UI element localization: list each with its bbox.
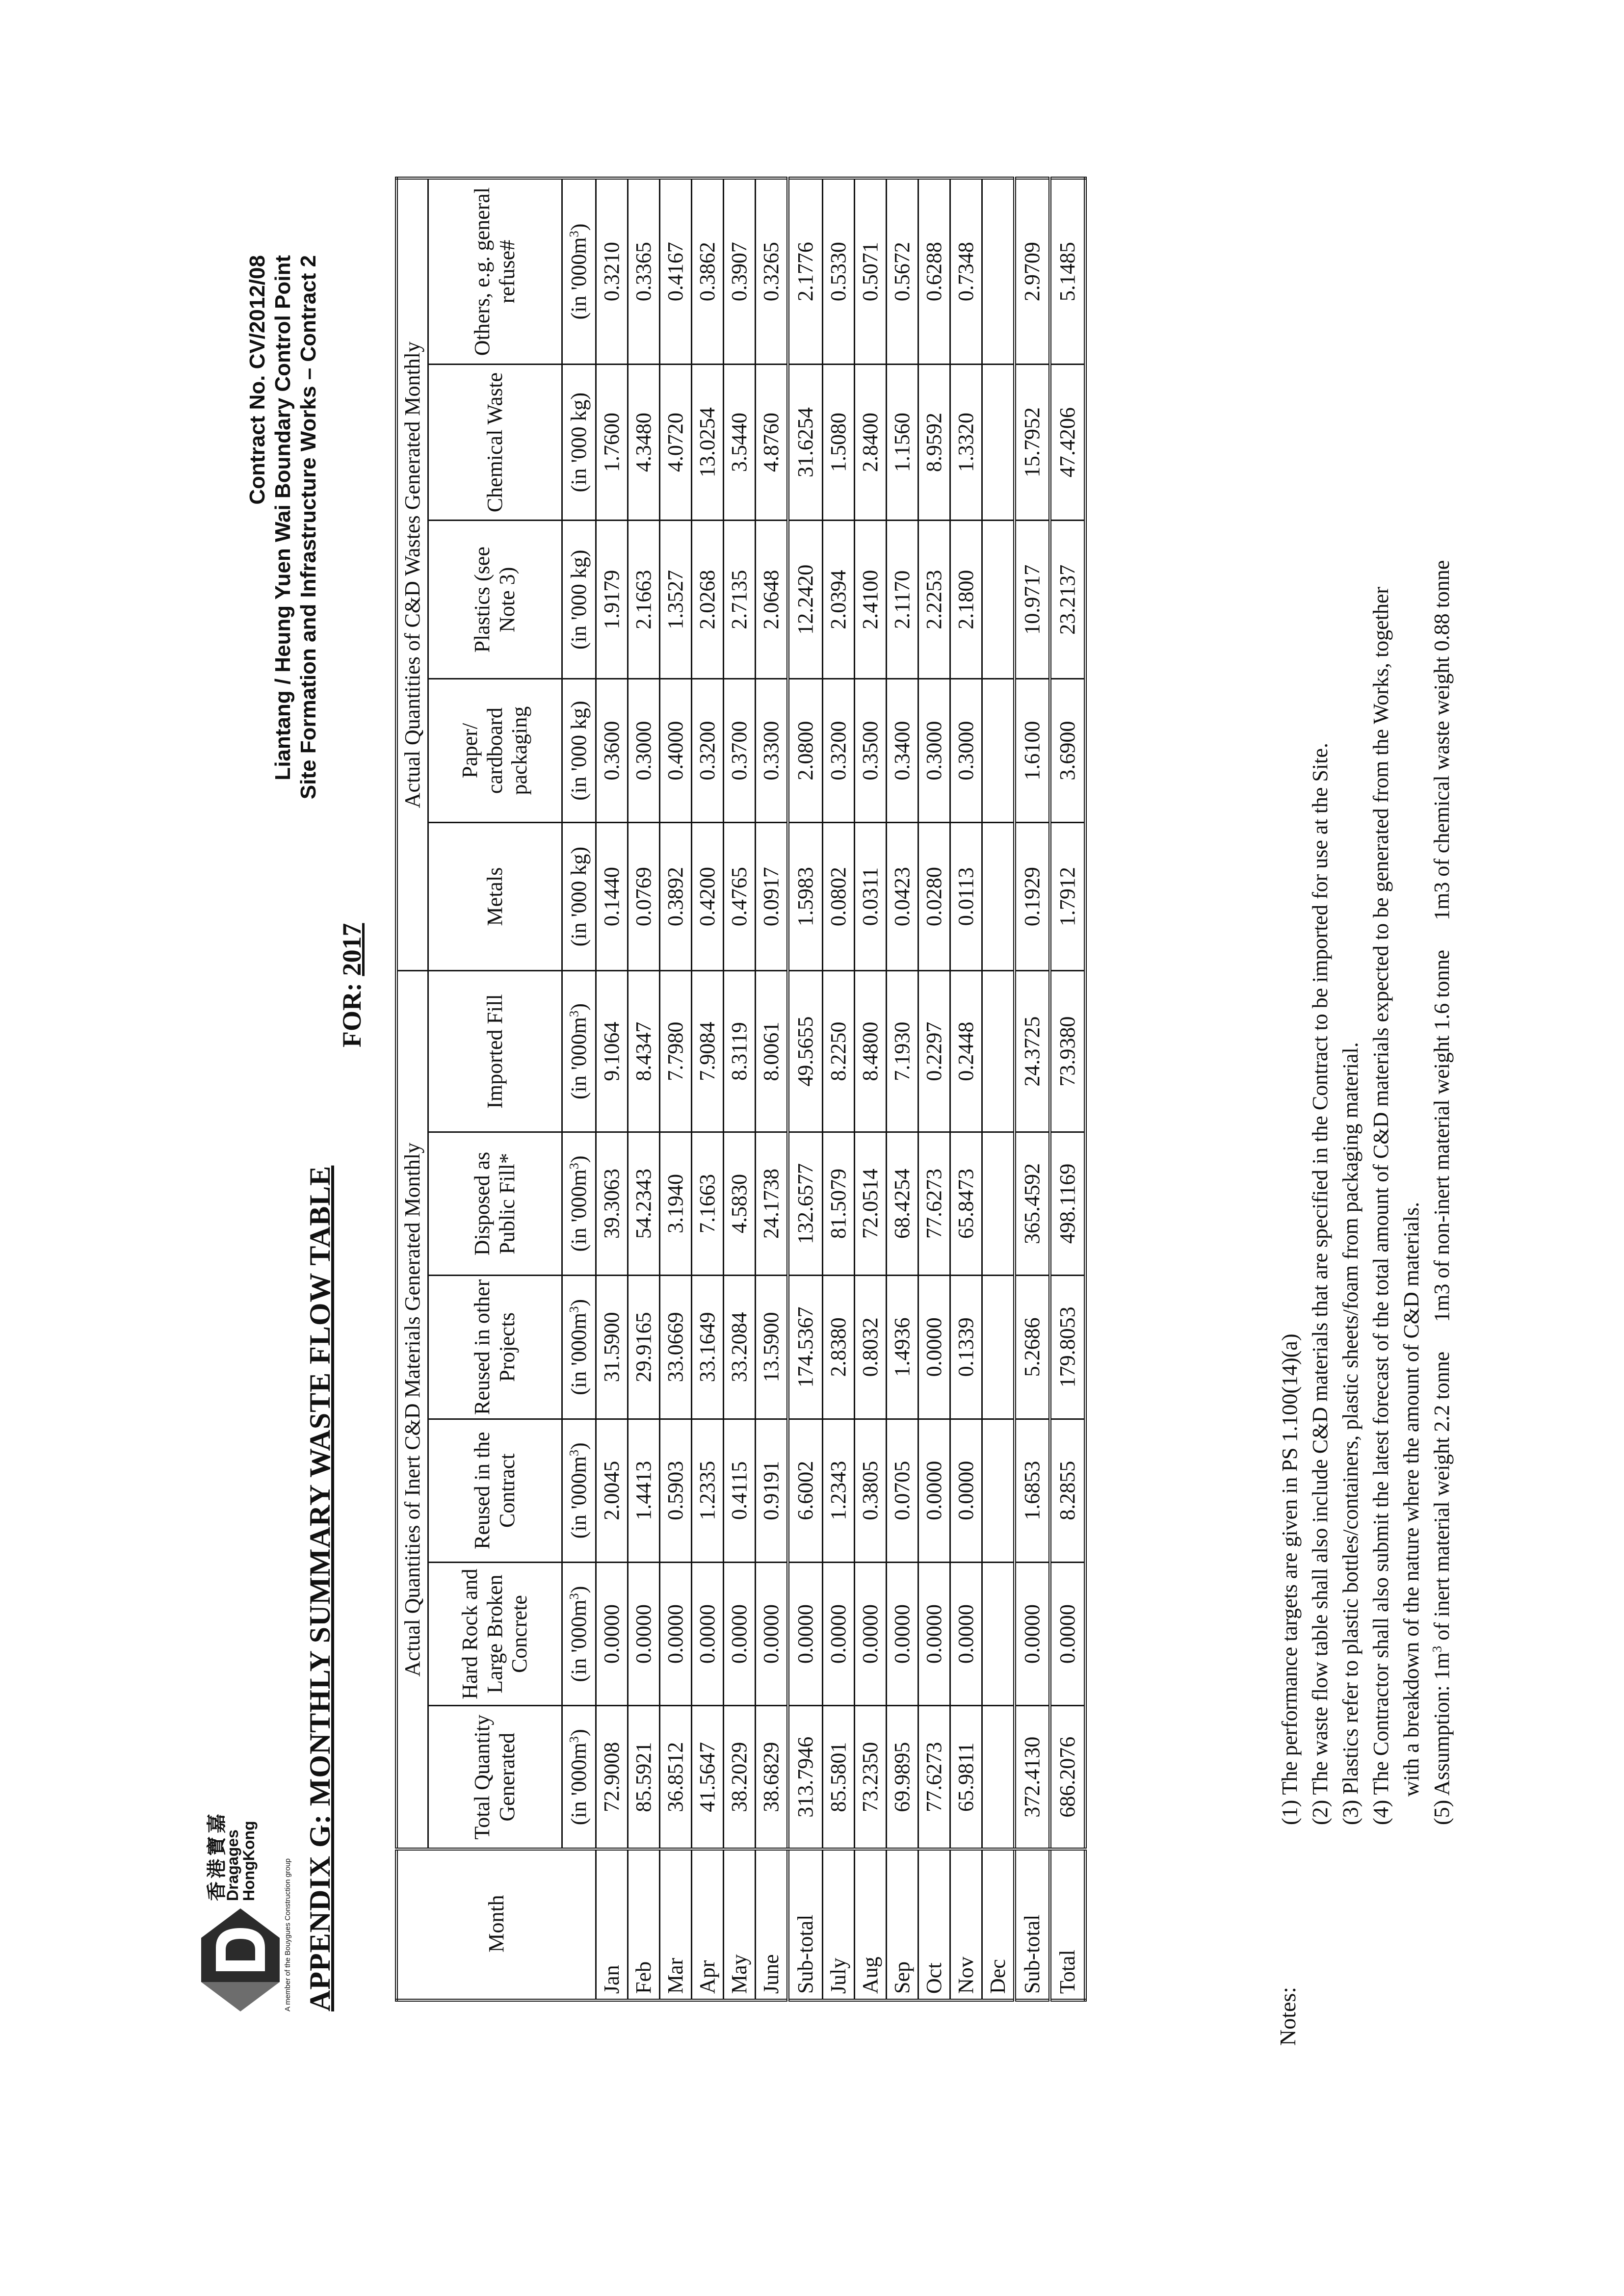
value-cell: 0.0000 (918, 1276, 950, 1419)
logo-company-name (225, 1821, 257, 1902)
month-cell: Aug (855, 1849, 887, 2000)
unit-text: (in '000m (566, 1169, 591, 1252)
value-cell: 39.3063 (596, 1132, 628, 1275)
value-cell: 49.5655 (788, 971, 823, 1132)
value-cell: 23.2137 (1050, 521, 1085, 679)
table-row (692, 178, 724, 2000)
value-cell: 2.1170 (887, 521, 918, 679)
value-cell (982, 971, 1015, 1132)
unit-superscript: 3 (566, 1010, 581, 1017)
value-cell: 0.7348 (950, 178, 982, 365)
note-4-continued: with a breakdown of the nature where the amount of C&D materials. (1399, 1201, 1423, 1797)
report-year (337, 923, 367, 1047)
subtotal-row (1015, 178, 1050, 2000)
value-cell: 0.3200 (692, 679, 724, 822)
value-cell: 0.0000 (660, 1562, 692, 1705)
unit-close-paren: ) (566, 1442, 591, 1450)
month-cell: Mar (660, 1849, 692, 2000)
value-cell: 1.3320 (950, 365, 982, 521)
value-cell: 24.3725 (1015, 971, 1050, 1132)
month-cell: Jan (596, 1849, 628, 2000)
note-5-inert-weight: of inert material weight 2.2 tonne (1430, 1351, 1454, 1646)
column-header: Others, e.g. general refuse# (428, 178, 562, 365)
unit-close-paren: ) (566, 1586, 591, 1593)
unit-superscript: 3 (566, 1449, 581, 1457)
value-cell: 73.2350 (855, 1706, 887, 1849)
value-cell: 33.0669 (660, 1276, 692, 1419)
value-cell: 1.4413 (628, 1419, 660, 1562)
value-cell: 13.5900 (756, 1276, 788, 1419)
value-cell: 0.9191 (756, 1419, 788, 1562)
unit-cell (562, 1276, 596, 1419)
column-header: Metals (428, 822, 562, 971)
note-5-chemical-waste-weight: 1m3 of chemical waste weight 0.88 tonne (1430, 560, 1454, 921)
logo-name-line1: Dragages (224, 1829, 241, 1901)
unit-text: (in '000m (566, 237, 591, 320)
value-cell: 73.9380 (1050, 971, 1085, 1132)
table-row (855, 178, 887, 2000)
value-cell (982, 679, 1015, 822)
value-cell: 1.7600 (596, 365, 628, 521)
value-cell: 2.9709 (1015, 178, 1050, 365)
column-header: Hard Rock and Large Broken Concrete (428, 1562, 562, 1705)
value-cell: 0.0000 (855, 1562, 887, 1705)
value-cell: 1.2343 (823, 1419, 855, 1562)
inert-materials-group-header: Actual Quantities of Inert C&D Materials Generated Monthly (396, 971, 428, 1849)
unit-cell (562, 1419, 596, 1562)
for-label: FOR: (337, 983, 367, 1047)
value-cell: 8.2855 (1050, 1419, 1085, 1562)
value-cell: 5.1485 (1050, 178, 1085, 365)
month-cell: Sub-total (788, 1849, 823, 2000)
value-cell: 5.2686 (1015, 1276, 1050, 1419)
value-cell: 0.0000 (596, 1562, 628, 1705)
value-cell: 72.0514 (855, 1132, 887, 1275)
month-cell: June (756, 1849, 788, 2000)
value-cell: 0.3500 (855, 679, 887, 822)
value-cell: 7.1663 (692, 1132, 724, 1275)
unit-close-paren: ) (566, 223, 591, 231)
waste-flow-table (395, 177, 1087, 2002)
value-cell: 0.4200 (692, 822, 724, 971)
value-cell: 0.3365 (628, 178, 660, 365)
value-cell: 0.4765 (724, 822, 756, 971)
value-cell: 0.3000 (950, 679, 982, 822)
value-cell: 0.1339 (950, 1276, 982, 1419)
value-cell: 0.4000 (660, 679, 692, 822)
value-cell: 4.0720 (660, 365, 692, 521)
value-cell: 85.5921 (628, 1706, 660, 1849)
value-cell: 0.3400 (887, 679, 918, 822)
value-cell: 7.1930 (887, 971, 918, 1132)
note-5 (1427, 560, 1457, 1825)
value-cell: 1.9179 (596, 521, 628, 679)
value-cell: 31.6254 (788, 365, 823, 521)
value-cell (982, 521, 1015, 679)
value-cell: 0.4115 (724, 1419, 756, 1562)
value-cell: 0.0000 (950, 1562, 982, 1705)
month-cell: Apr (692, 1849, 724, 2000)
unit-superscript: 3 (566, 1306, 581, 1313)
value-cell: 0.3200 (823, 679, 855, 822)
value-cell: 0.0000 (756, 1562, 788, 1705)
value-cell: 0.0000 (724, 1562, 756, 1705)
value-cell: 0.0000 (1050, 1562, 1085, 1705)
value-cell: 0.3892 (660, 822, 692, 971)
table-row (887, 178, 918, 2000)
subtotal-row (788, 178, 823, 2000)
value-cell: 0.3000 (628, 679, 660, 822)
value-cell (982, 365, 1015, 521)
value-cell: 0.2297 (918, 971, 950, 1132)
value-cell: 179.8053 (1050, 1276, 1085, 1419)
note-4: (4) The Contractor shall also submit the latest forecast of the total amount of C&D materials expected to be generated from the Works, together (1369, 586, 1393, 1825)
month-cell: Total (1050, 1849, 1085, 2000)
value-cell: 372.4130 (1015, 1706, 1050, 1849)
dragages-logo (201, 1776, 304, 2011)
value-cell: 0.0000 (823, 1562, 855, 1705)
value-cell: 0.0000 (628, 1562, 660, 1705)
value-cell: 9.1064 (596, 971, 628, 1132)
unit-text: (in '000 kg) (566, 549, 591, 650)
value-cell: 8.4800 (855, 971, 887, 1132)
column-header: Paper/ cardboard packaging (428, 679, 562, 822)
unit-text: (in '000 kg) (566, 392, 591, 493)
value-cell: 69.9895 (887, 1706, 918, 1849)
value-cell: 1.6100 (1015, 679, 1050, 822)
unit-cell (562, 1132, 596, 1275)
value-cell: 10.9717 (1015, 521, 1050, 679)
value-cell: 0.1929 (1015, 822, 1050, 971)
value-cell: 0.0000 (692, 1562, 724, 1705)
value-cell: 81.5079 (823, 1132, 855, 1275)
value-cell: 1.3527 (660, 521, 692, 679)
value-cell: 4.3480 (628, 365, 660, 521)
value-cell: 0.0280 (918, 822, 950, 971)
unit-superscript: 3 (566, 1593, 581, 1600)
value-cell: 3.6900 (1050, 679, 1085, 822)
unit-text: (in '000m (566, 1017, 591, 1100)
total-row (1050, 178, 1085, 2000)
value-cell: 0.0113 (950, 822, 982, 971)
value-cell: 38.2029 (724, 1706, 756, 1849)
value-cell: 1.5080 (823, 365, 855, 521)
value-cell: 0.0423 (887, 822, 918, 971)
value-cell: 0.0311 (855, 822, 887, 971)
value-cell: 0.1440 (596, 822, 628, 971)
value-cell: 0.3300 (756, 679, 788, 822)
value-cell: 1.7912 (1050, 822, 1085, 971)
column-header: Total Quantity Generated (428, 1706, 562, 1849)
unit-text: (in '000m (566, 1312, 591, 1395)
dragages-d-mark-icon (201, 1908, 280, 2011)
value-cell: 68.4254 (887, 1132, 918, 1275)
value-cell: 0.5903 (660, 1419, 692, 1562)
note-5-assumption-lead: (5) Assumption: 1m (1430, 1652, 1454, 1825)
note-3: (3) Plastics refer to plastic bottles/containers, plastic sheets/foam from packaging material. (1338, 1042, 1362, 1825)
value-cell: 2.8400 (855, 365, 887, 521)
notes-label: Notes: (1275, 1986, 1300, 2046)
value-cell: 0.0000 (918, 1419, 950, 1562)
value-cell: 1.6853 (1015, 1419, 1050, 1562)
month-cell: May (724, 1849, 756, 2000)
value-cell: 54.2343 (628, 1132, 660, 1275)
value-cell: 0.0000 (918, 1562, 950, 1705)
value-cell: 85.5801 (823, 1706, 855, 1849)
month-cell: Oct (918, 1849, 950, 2000)
table-row (628, 178, 660, 2000)
table-row (823, 178, 855, 2000)
value-cell: 1.4936 (887, 1276, 918, 1419)
unit-close-paren: ) (566, 1729, 591, 1736)
value-cell: 0.3805 (855, 1419, 887, 1562)
value-cell: 38.6829 (756, 1706, 788, 1849)
value-cell: 0.0000 (887, 1562, 918, 1705)
month-cell: Nov (950, 1849, 982, 2000)
unit-text: (in '000m (566, 1456, 591, 1539)
value-cell (982, 178, 1015, 365)
unit-cell (562, 178, 596, 365)
value-cell: 0.3600 (596, 679, 628, 822)
project-title-line2: Site Formation and Infrastructure Works – Contract 2 (296, 255, 320, 800)
value-cell: 3.1940 (660, 1132, 692, 1275)
unit-cell (562, 971, 596, 1132)
month-cell: July (823, 1849, 855, 2000)
unit-cell (562, 521, 596, 679)
unit-cell (562, 679, 596, 822)
value-cell: 15.7952 (1015, 365, 1050, 521)
column-header: Imported Fill (428, 971, 562, 1132)
value-cell: 2.0268 (692, 521, 724, 679)
unit-text: (in '000 kg) (566, 846, 591, 947)
value-cell: 0.0917 (756, 822, 788, 971)
unit-cell (562, 822, 596, 971)
value-cell: 36.8512 (660, 1706, 692, 1849)
month-cell: Sub-total (1015, 1849, 1050, 2000)
column-header: Reused in the Contract (428, 1419, 562, 1562)
value-cell: 2.0800 (788, 679, 823, 822)
table-body (596, 178, 1086, 2000)
table-row (596, 178, 628, 2000)
unit-text: (in '000m (566, 1743, 591, 1826)
value-cell: 29.9165 (628, 1276, 660, 1419)
note-5-non-inert-weight: 1m3 of non-inert material weight 1.6 tonne (1430, 950, 1454, 1322)
value-cell: 0.3700 (724, 679, 756, 822)
value-cell: 7.7980 (660, 971, 692, 1132)
value-cell: 498.1169 (1050, 1132, 1085, 1275)
column-header: Disposed as Public Fill* (428, 1132, 562, 1275)
value-cell: 0.3862 (692, 178, 724, 365)
value-cell: 0.0000 (1015, 1562, 1050, 1705)
value-cell: 2.1663 (628, 521, 660, 679)
value-cell: 77.6273 (918, 1706, 950, 1849)
value-cell: 0.2448 (950, 971, 982, 1132)
unit-text: (in '000m (566, 1599, 591, 1682)
unit-close-paren: ) (566, 1003, 591, 1011)
unit-close-paren: ) (566, 1299, 591, 1306)
value-cell: 1.1560 (887, 365, 918, 521)
value-cell: 0.3265 (756, 178, 788, 365)
value-cell: 0.6288 (918, 178, 950, 365)
month-cell: Dec (982, 1849, 1015, 2000)
value-cell: 13.0254 (692, 365, 724, 521)
value-cell: 0.0000 (788, 1562, 823, 1705)
value-cell (982, 1562, 1015, 1705)
value-cell: 2.0394 (823, 521, 855, 679)
value-cell: 2.4100 (855, 521, 887, 679)
value-cell: 33.2084 (724, 1276, 756, 1419)
month-cell: Sep (887, 1849, 918, 2000)
group-header-row (396, 178, 428, 2000)
value-cell: 3.5440 (724, 365, 756, 521)
unit-close-paren: ) (566, 1155, 591, 1163)
unit-row (562, 178, 596, 2000)
project-title-line1: Liantang / Heung Yuen Wai Boundary Control Point (271, 255, 295, 781)
contract-number: Contract No. CV/2012/08 (245, 255, 269, 505)
value-cell: 0.8032 (855, 1276, 887, 1419)
logo-tagline: A member of the Bouygues Construction group (284, 1858, 292, 2011)
table-row (982, 178, 1015, 2000)
unit-cell (562, 1706, 596, 1849)
appendix-title: APPENDIX G: MONTHLY SUMMARY WASTE FLOW TABLE (304, 1165, 336, 2011)
logo-chinese-text: 香港寶嘉 (206, 1811, 228, 1901)
value-cell: 1.5983 (788, 822, 823, 971)
value-cell: 72.9008 (596, 1706, 628, 1849)
value-cell: 2.2253 (918, 521, 950, 679)
value-cell (982, 1419, 1015, 1562)
value-cell: 0.0705 (887, 1419, 918, 1562)
value-cell (982, 1132, 1015, 1275)
value-cell: 174.5367 (788, 1276, 823, 1419)
value-cell: 0.4167 (660, 178, 692, 365)
month-column-header: Month (396, 1849, 596, 2000)
value-cell: 4.8760 (756, 365, 788, 521)
value-cell: 24.1738 (756, 1132, 788, 1275)
value-cell: 0.3210 (596, 178, 628, 365)
value-cell: 47.4206 (1050, 365, 1085, 521)
month-cell: Feb (628, 1849, 660, 2000)
value-cell (982, 1706, 1015, 1849)
value-cell: 2.1800 (950, 521, 982, 679)
value-cell: 12.2420 (788, 521, 823, 679)
value-cell: 0.3907 (724, 178, 756, 365)
value-cell: 0.0769 (628, 822, 660, 971)
column-header: Chemical Waste (428, 365, 562, 521)
value-cell: 2.1776 (788, 178, 823, 365)
note-2: (2) The waste flow table shall also include C&D materials that are specified in the Contract to be imported for use at the Site. (1308, 743, 1332, 1825)
column-header-row (428, 178, 562, 2000)
cd-wastes-group-header: Actual Quantities of C&D Wastes Generated Monthly (396, 178, 428, 971)
note-1: (1) The performance targets are given in PS 1.100(14)(a) (1278, 1333, 1302, 1825)
value-cell: 0.0000 (950, 1419, 982, 1562)
value-cell: 1.2335 (692, 1419, 724, 1562)
year-value: 2017 (337, 923, 367, 976)
value-cell (982, 822, 1015, 971)
value-cell: 132.6577 (788, 1132, 823, 1275)
table-row (950, 178, 982, 2000)
value-cell: 8.2250 (823, 971, 855, 1132)
value-cell: 0.5071 (855, 178, 887, 365)
value-cell: 7.9084 (692, 971, 724, 1132)
value-cell: 365.4592 (1015, 1132, 1050, 1275)
value-cell: 6.6002 (788, 1419, 823, 1562)
value-cell: 2.8380 (823, 1276, 855, 1419)
unit-superscript: 3 (566, 231, 581, 237)
value-cell: 0.3000 (918, 679, 950, 822)
table-row (918, 178, 950, 2000)
value-cell (982, 1276, 1015, 1419)
value-cell: 4.5830 (724, 1132, 756, 1275)
table-row (756, 178, 788, 2000)
column-header: Reused in other Projects (428, 1276, 562, 1419)
table-row (724, 178, 756, 2000)
value-cell: 2.0045 (596, 1419, 628, 1562)
value-cell: 77.6273 (918, 1132, 950, 1275)
unit-superscript: 3 (566, 1736, 581, 1743)
value-cell: 65.9811 (950, 1706, 982, 1849)
note-5-superscript: 3 (1429, 1645, 1444, 1652)
value-cell: 8.0061 (756, 971, 788, 1132)
value-cell: 8.3119 (724, 971, 756, 1132)
value-cell: 41.5647 (692, 1706, 724, 1849)
value-cell: 686.2076 (1050, 1706, 1085, 1849)
value-cell: 33.1649 (692, 1276, 724, 1419)
unit-text: (in '000 kg) (566, 701, 591, 801)
value-cell: 313.7946 (788, 1706, 823, 1849)
value-cell: 0.0802 (823, 822, 855, 971)
value-cell: 0.5330 (823, 178, 855, 365)
value-cell: 2.7135 (724, 521, 756, 679)
value-cell: 31.5900 (596, 1276, 628, 1419)
notes-list (1275, 560, 1457, 1825)
value-cell: 8.4347 (628, 971, 660, 1132)
table-row (660, 178, 692, 2000)
unit-superscript: 3 (566, 1163, 581, 1170)
unit-cell (562, 365, 596, 521)
value-cell: 0.5672 (887, 178, 918, 365)
value-cell: 8.9592 (918, 365, 950, 521)
value-cell: 65.8473 (950, 1132, 982, 1275)
logo-name-line2: HongKong (240, 1821, 258, 1901)
value-cell: 2.0648 (756, 521, 788, 679)
column-header: Plastics (see Note 3) (428, 521, 562, 679)
unit-cell (562, 1562, 596, 1705)
